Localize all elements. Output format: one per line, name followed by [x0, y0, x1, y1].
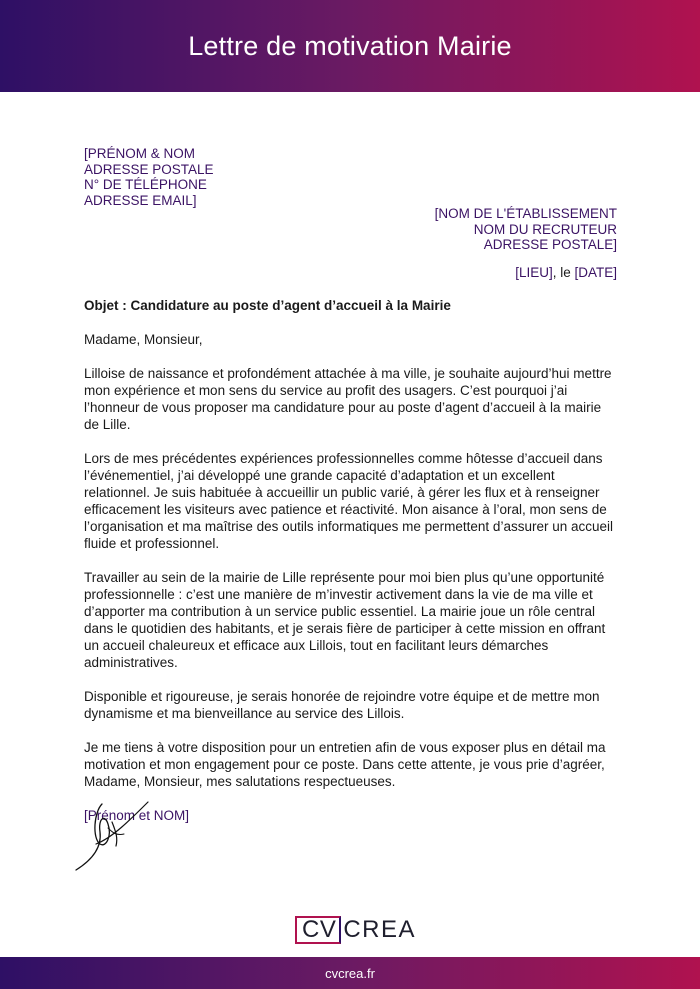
recipient-establishment: [NOM DE L'ÉTABLISSEMENT: [434, 206, 617, 221]
page-title: Lettre de motivation Mairie: [188, 30, 512, 61]
recipient-recruiter: NOM DU RECRUTEUR: [473, 221, 617, 237]
place-placeholder: [LIEU]: [515, 265, 553, 280]
sender-postal-address: ADRESSE POSTALE: [84, 161, 214, 177]
letter-paragraph: Travailler au sein de la mairie de Lille représente pour moi bien plus qu’une opportunité professionnelle : c’est une manière de m’investir activement dans la vie de ma ville et d’apporter ma contribution à un service public essentiel. La mairie joue un rôle central dans le quotidien des habitants, et je serais fière de participer à cette mission en offrant un accueil chaleureux et efficace aux Lillois, tout en facilitant leurs démarches administratives.: [84, 570, 606, 670]
date-placeholder: [DATE]: [574, 265, 617, 280]
letter-paragraph: Lilloise de naissance et profondément attachée à ma ville, je souhaite aujourd’hui mettre mon expérience et mon sens du service au profit des usagers. C’est pourquoi j’ai l’honneur de vous proposer ma candidature pour au poste d’agent d’accueil à la mairie de Lille.: [84, 366, 612, 432]
footer-url: cvcrea.fr: [325, 965, 375, 981]
letter-subject: Objet : Candidature au poste d’agent d’accueil à la Mairie: [84, 298, 451, 313]
sender-name: [PRÉNOM & NOM: [84, 146, 196, 161]
page-header: [0, 0, 700, 92]
recipient-postal-address: ADRESSE POSTALE]: [483, 237, 617, 253]
page-footer: [0, 957, 700, 989]
letter-paragraph: Lors de mes précédentes expériences professionnelles comme hôtesse d’accueil dans l’événementiel, j’ai développé une grande capacité d’adaptation et un excellent relationnel. Je suis habituée à accueillir un public varié, à gérer les flux et à renseigner efficacement les visiteurs avec patience et réactivité. Mon aisance à l’oral, mon sens de l’organisation et ma maîtrise des outils informatiques me permettent d’assurer un accueil fluide et professionnel.: [84, 451, 613, 551]
place-date-line: [515, 265, 617, 280]
logo-cv-text: CV: [302, 916, 337, 943]
sender-address-block: [84, 146, 214, 208]
letter-paragraph: Je me tiens à votre disposition pour un entretien afin de vous exposer plus en détail ma motivation et mon engagement pour ce poste. Dans cette attente, je vous prie d’agréer, Madame, Monsieur, mes salutations respectueuses.: [84, 740, 606, 789]
sender-phone: N° DE TÉLÉPHONE: [84, 177, 207, 193]
cvcrea-logo: [295, 912, 416, 948]
letter-greeting: Madame, Monsieur,: [84, 332, 203, 347]
handwritten-signature: [72, 798, 152, 874]
sender-email: ADRESSE EMAIL]: [84, 192, 197, 208]
signature-name: [Prénom et NOM]: [84, 808, 190, 823]
date-separator: , le: [552, 265, 575, 280]
letter-body: [84, 297, 619, 841]
logo-box: [295, 916, 341, 944]
letter-paragraph: Disponible et rigoureuse, je serais honorée de rejoindre votre équipe et de mettre mon dynamisme et ma bienveillance au service des Lillois.: [84, 689, 600, 721]
recipient-address-block: [435, 206, 617, 253]
logo-crea-text: CREA: [343, 916, 417, 943]
